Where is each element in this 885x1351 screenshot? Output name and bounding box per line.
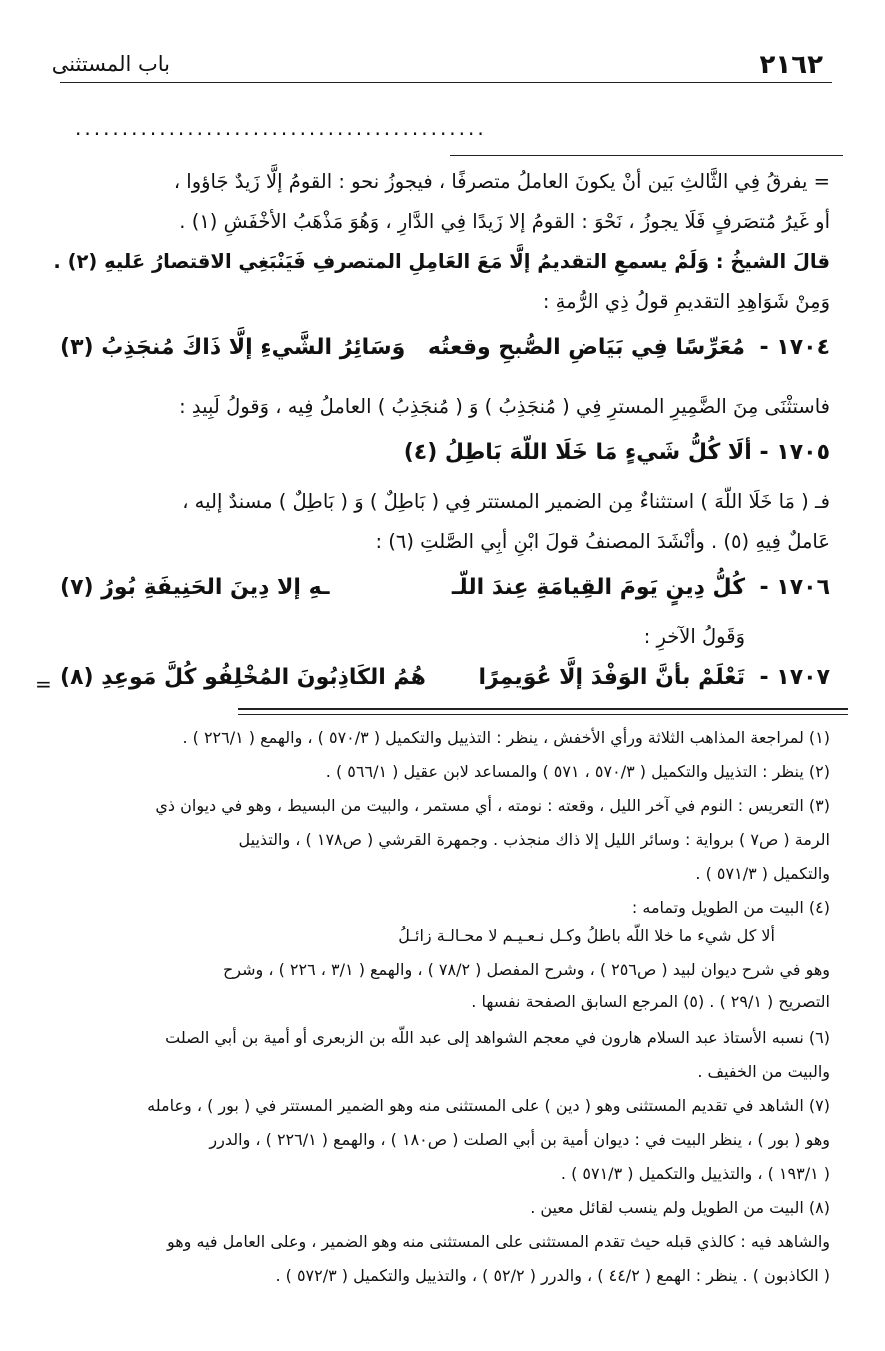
footnote: وهو ( بور ) ، ينظر البيت في : ديوان أمية بن أبي الصلت ( ص١٨٠ ) ، والهمع ( ٢٢٦/١ ) ، والدرر: [209, 1130, 830, 1149]
verse-hemistich-first: مُعَرِّسًا فِي بَيَاضِ الصُّبحِ وقعتُه: [427, 335, 745, 360]
footnote: التصريح ( ٢٩/١ ) . (٥) المرجع السابق الصفحة نفسها .: [471, 992, 830, 1011]
body-line: أو غَيرُ مُتصَرفٍ فَلَا يجوزُ ، نَحْوَ : القومُ إلا زَيدًا فِي الدَّارِ ، وَهُوَ مَذْهَبُ الأخْفَشِ (١) .: [179, 210, 830, 233]
footnote: والشاهد فيه : كالذي قبله حيث تقدم المستثنى على المستثنى منه وهو الضمير ، وعلى العامل فيه وهو: [166, 1232, 830, 1251]
body-line: فاستثْنَى مِنَ الضَّمِيرِ المسترِ فِي ( مُنجَذِبُ ) وَ ( مُنجَذِبُ ) العاملُ فِيه ، وَقولُ لَبِيدِ :: [179, 395, 830, 418]
footnote: (١) لمراجعة المذاهب الثلاثة ورأي الأخفش ، ينظر : التذييل والتكميل ( ٥٧٠/٣ ) ، والهمع ( ٢٢٦/١ ) .: [182, 728, 830, 747]
chapter-title: باب المستثنى: [51, 52, 170, 76]
top-short-rule: [450, 155, 843, 156]
verse-number: ١٧٠٦ -: [759, 575, 830, 600]
page-number: ٢١٦٢: [759, 50, 823, 80]
dotted-separator: ............................................: [75, 116, 487, 140]
footnote: (٢) ينظر : التذييل والتكميل ( ٥٧٠/٣ ، ٥٧١ ) والمساعد لابن عقيل ( ٥٦٦/١ ) .: [325, 762, 830, 781]
footnote: والتكميل ( ٥٧١/٣ ) .: [695, 864, 830, 883]
footnote: (٣) التعريس : النوم في آخر الليل ، وقعته : نومته ، أي مستمر ، والبيت من البسيط ، وهو في ديوان ذي: [155, 796, 830, 815]
footnote: ( الكاذبون ) . ينظر : الهمع ( ٤٤/٢ ) ، والدرر ( ٥٢/٢ ) ، والتذييل والتكميل ( ٥٧٢/٣ ) .: [275, 1266, 830, 1285]
continuation-mark: =: [35, 672, 52, 696]
header-rule: [60, 82, 832, 83]
verse-line: ١٧٠٥ - ألَا كُلُّ شَيءٍ مَا خَلَا اللّهَ بَاطِلُ (٤): [403, 440, 830, 465]
verse-hemistich-first: تَعْلَمْ بأنَّ الوَفْدَ إلَّا عُوَيمِرًا: [478, 665, 745, 690]
verse-hemistich-second: هُمُ الكَاذِبُونَ المُخْلِفُو كُلَّ مَوعِدِ (٨): [60, 665, 426, 690]
body-line: وَمِنْ شَوَاهِدِ التقديمِ قولُ ذِي الرُّمةِ :: [542, 290, 830, 313]
footnote: وهو في شرح ديوان لبيد ( ص٢٥٦ ) ، وشرح المفصل ( ٧٨/٢ ) ، والهمع ( ٣/١ ، ٢٢٦ ) ، وشرح: [222, 960, 830, 979]
verse-number: ١٧٠٤ -: [759, 335, 830, 360]
body-line: وَقَولُ الآخرِ :: [643, 625, 745, 648]
footnote: (٧) الشاهد في تقديم المستثنى وهو ( دين ) على المستثنى منه وهو الضمير المستتر في ( بور ) ، وعامله: [147, 1096, 830, 1115]
verse-hemistich-second: وَسَائِرُ الشَّيءِ إلَّا ذَاكَ مُنجَذِبُ (٣): [60, 335, 406, 360]
footnote-rule: [238, 708, 848, 710]
footnote: (٤) البيت من الطويل وتمامه :: [631, 898, 830, 917]
body-line: = يفرقُ فِي الثَّالثِ بَين أنْ يكونَ العاملُ متصرفًا ، فيجوزُ نحو : القومُ إلَّا زَيدٌ جَاؤوا ،: [173, 170, 830, 193]
verse-hemistich-first: كُلُّ دِينٍ يَومَ القِيامَةِ عِندَ اللّـ: [451, 575, 745, 600]
verse-number: ١٧٠٧ -: [759, 665, 830, 690]
body-line: قالَ الشيخُ : وَلَمْ يسمعِ التقديمُ إلَّا مَعَ العَامِلِ المتصرفِ فَيَنْبَغِي الاقتصارُ عَليهِ (٢) .: [53, 250, 830, 273]
footnote: الرمة ( ص٧ ) برواية : وسائر الليل إلا ذاك منجذب . وجمهرة القرشي ( ص١٧٨ ) ، والتذييل: [238, 830, 830, 849]
verse-hemistich-second: ـهِ إلا دِينَ الحَنِيفَةِ بُورُ (٧): [60, 575, 330, 600]
footnote: (٨) البيت من الطويل ولم ينسب لقائل معين .: [530, 1198, 830, 1217]
body-line: فـ ( مَا خَلَا اللّهَ ) استثناءٌ مِن الضمير المستتر فِي ( بَاطِلٌ ) وَ ( بَاطِلٌ ) مسندٌ إليه ،: [182, 490, 830, 513]
footnote: والبيت من الخفيف .: [697, 1062, 830, 1081]
footnote-rule-thin: [238, 714, 848, 715]
footnote: ( ١٩٣/١ ) ، والتذييل والتكميل ( ٥٧١/٣ ) .: [560, 1164, 830, 1183]
footnote-verse: ألا كل شيء ما خلا اللّه باطلُ وكـل نـعـيـم لا محـالـة زائـلُ: [398, 926, 775, 945]
footnote: (٦) نسبه الأستاذ عبد السلام هارون في معجم الشواهد إلى عبد اللّه بن الزبعرى أو أمية بن أبي الصلت: [165, 1028, 830, 1047]
body-line: عَاملٌ فِيهِ (٥) . وأنْشَدَ المصنفُ قولَ ابْنِ أبِي الصَّلتِ (٦) :: [375, 530, 830, 553]
